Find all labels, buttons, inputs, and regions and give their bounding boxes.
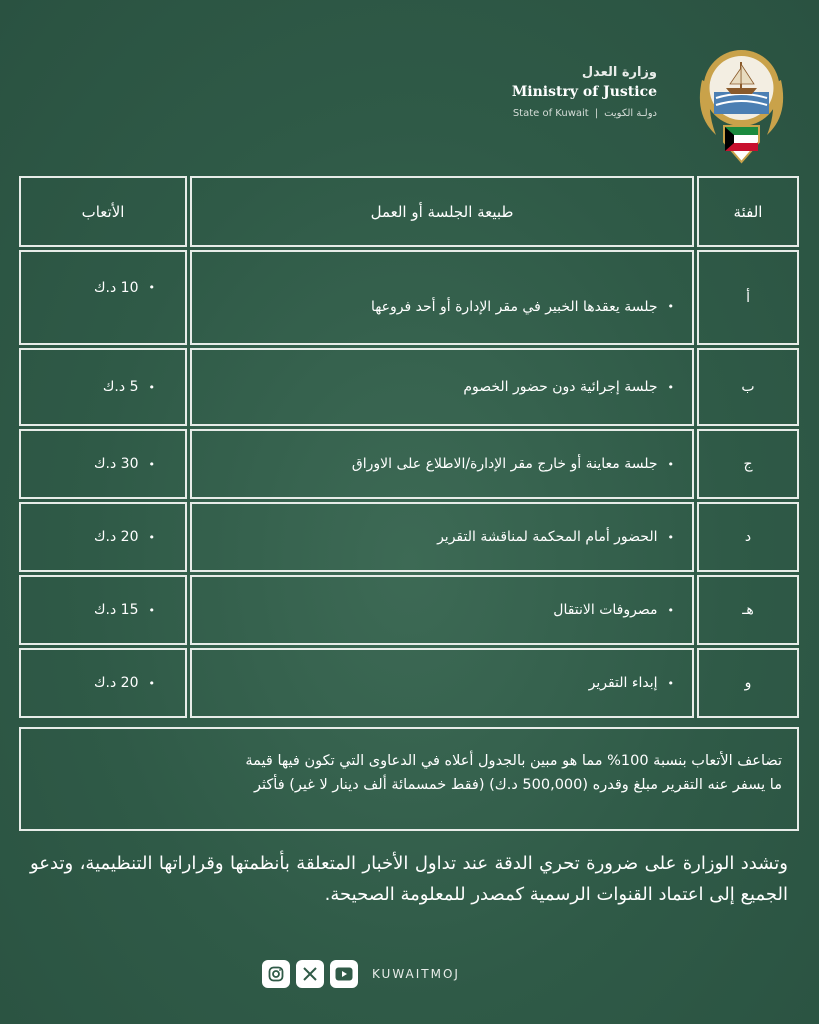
- row-category: و: [697, 648, 799, 718]
- brand-block: [512, 65, 657, 119]
- row-fee: 10 د.ك: [93, 279, 139, 296]
- row-nature: الحضور أمام المحكمة لمناقشة التقرير: [437, 529, 658, 545]
- ministry-name-en: Ministry of Justice: [511, 84, 657, 100]
- state-name-ar: دولـة الكويت: [604, 108, 657, 119]
- row-category: د: [697, 502, 799, 572]
- table-row: [190, 648, 694, 718]
- state-separator: |: [594, 108, 599, 119]
- header-nature: طبيعة الجلسة أو العمل: [190, 176, 694, 247]
- bullet: •: [148, 457, 155, 471]
- bullet: •: [148, 603, 155, 617]
- bullet: •: [667, 300, 674, 313]
- row-nature: جلسة معاينة أو خارج مقر الإدارة/الاطلاع على الاوراق: [351, 456, 658, 472]
- row-nature: جلسة يعقدها الخبير في مقر الإدارة أو أحد فروعها: [370, 298, 658, 315]
- row-fee: 5 د.ك: [102, 379, 139, 395]
- row-fee: 20 د.ك: [93, 675, 139, 691]
- table-row: [190, 429, 694, 499]
- note-line-1: تضاعف الأتعاب بنسبة 100% مما هو مبين بالجدول أعلاه في الدعاوى التي تكون فيها قيمة: [245, 753, 782, 769]
- row-fee: 20 د.ك: [93, 529, 139, 545]
- youtube-icon[interactable]: [330, 960, 358, 988]
- social-bar: [262, 960, 460, 988]
- bullet: •: [667, 380, 674, 394]
- row-fee-cell: [19, 648, 187, 718]
- row-fee-cell: [19, 348, 187, 426]
- row-category: ب: [697, 348, 799, 426]
- state-line: [512, 108, 657, 119]
- bullet: •: [148, 380, 155, 394]
- fees-note: [19, 727, 799, 831]
- row-category: ج: [697, 429, 799, 499]
- bullet: •: [148, 281, 155, 294]
- ministry-name-ar: وزارة العدل: [581, 65, 657, 80]
- instagram-icon[interactable]: [262, 960, 290, 988]
- header-category: الفئة: [697, 176, 799, 247]
- row-nature: جلسة إجرائية دون حضور الخصوم: [463, 379, 658, 395]
- social-handle[interactable]: KUWAITMOJ: [372, 967, 460, 981]
- row-category: أ: [697, 250, 799, 345]
- table-row: [190, 250, 694, 345]
- row-fee-cell: [19, 250, 187, 345]
- header: [9, 40, 789, 165]
- row-fee-cell: [19, 575, 187, 645]
- closing-statement: وتشدد الوزارة على ضرورة تحري الدقة عند تداول الأخبار المتعلقة بأنظمتها وقراراتها التنظيمية، وتدعو الجميع إلى اعتماد القنوات الرسمية كمصدر للمعلومة الصحيحة.: [30, 853, 788, 905]
- row-fee: 30 د.ك: [93, 456, 139, 472]
- kuwait-emblem-logo: [694, 40, 789, 165]
- table-row: [190, 348, 694, 426]
- bullet: •: [667, 603, 674, 617]
- row-nature: مصروفات الانتقال: [553, 602, 658, 618]
- note-line-2: ما يسفر عنه التقرير مبلغ وقدره (500,000 د.ك) (فقط خمسمائة ألف دينار لا غير) فأكثر: [254, 777, 782, 793]
- bullet: •: [148, 530, 155, 544]
- bullet: •: [667, 530, 674, 544]
- state-name-en: State of Kuwait: [512, 108, 589, 119]
- bullet: •: [667, 457, 674, 471]
- x-icon[interactable]: [296, 960, 324, 988]
- row-fee: 15 د.ك: [93, 602, 139, 618]
- table-row: [190, 502, 694, 572]
- row-fee-cell: [19, 502, 187, 572]
- table-row: [190, 575, 694, 645]
- row-nature: إبداء التقرير: [588, 675, 658, 691]
- bullet: •: [667, 676, 674, 690]
- bullet: •: [148, 676, 155, 690]
- header-fees: الأتعاب: [19, 176, 187, 247]
- row-category: هـ: [697, 575, 799, 645]
- row-fee-cell: [19, 429, 187, 499]
